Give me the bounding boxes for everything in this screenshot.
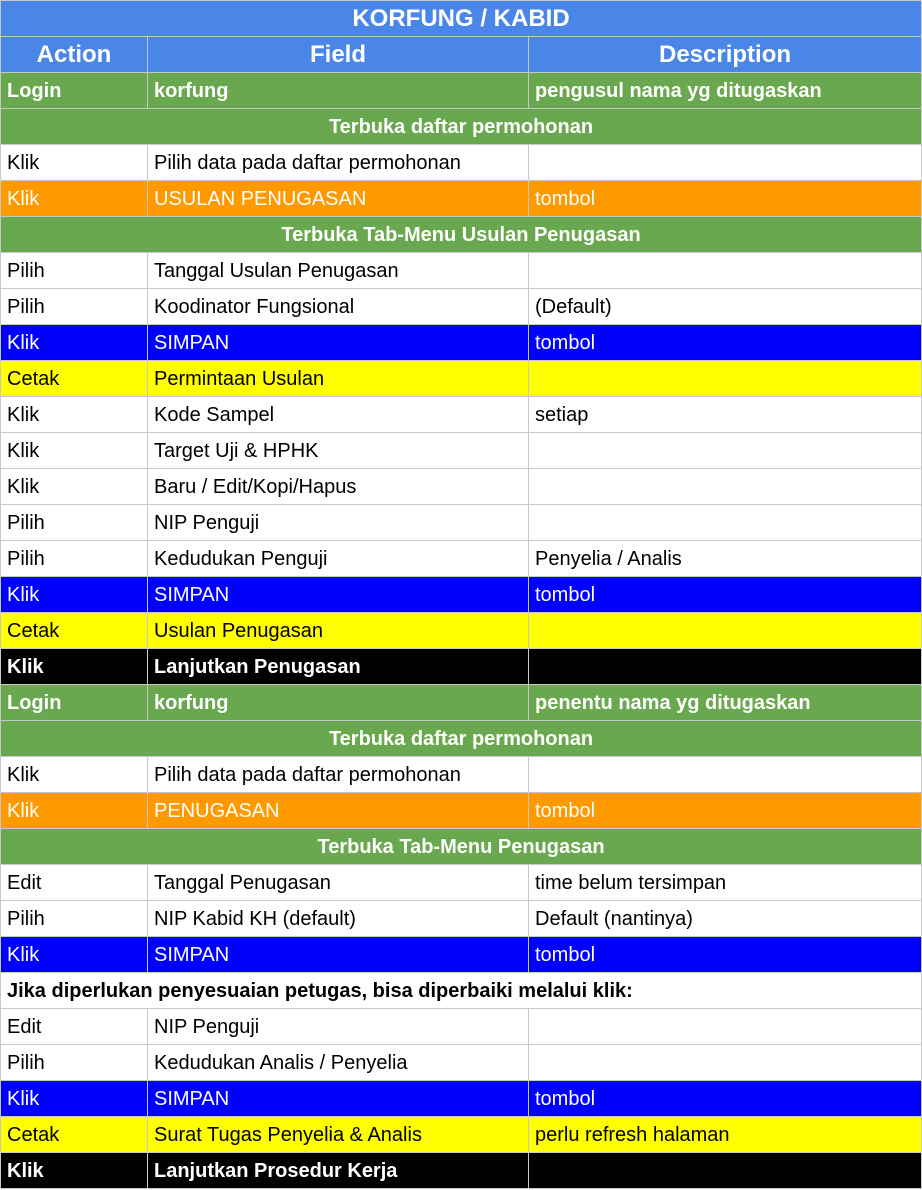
row-field-cell: Tanggal Usulan Penugasan: [148, 253, 529, 289]
column-header-action: Action: [1, 37, 148, 73]
row-action-cell: Klik: [1, 1081, 148, 1117]
row-description-cell: [529, 505, 922, 541]
row-field-cell: Kedudukan Analis / Penyelia: [148, 1045, 529, 1081]
row-field-cell: Koodinator Fungsional: [148, 289, 529, 325]
table-row: [1, 1117, 922, 1153]
row-field-cell: SIMPAN: [148, 937, 529, 973]
row-field-cell: NIP Kabid KH (default): [148, 901, 529, 937]
row-field-cell: SIMPAN: [148, 1081, 529, 1117]
row-description-cell: [529, 469, 922, 505]
table-row: [1, 1153, 922, 1189]
row-description-cell: [529, 613, 922, 649]
row-description-cell: penentu nama yg ditugaskan: [529, 685, 922, 721]
row-field-cell: Tanggal Penugasan: [148, 865, 529, 901]
table-row: [1, 469, 922, 505]
row-field-cell: SIMPAN: [148, 577, 529, 613]
row-description-cell: perlu refresh halaman: [529, 1117, 922, 1153]
row-field-cell: USULAN PENUGASAN: [148, 181, 529, 217]
section-heading: Terbuka Tab-Menu Usulan Penugasan: [1, 217, 922, 253]
row-description-cell: [529, 649, 922, 685]
row-action-cell: Pilih: [1, 289, 148, 325]
row-description-cell: [529, 253, 922, 289]
row-description-cell: tombol: [529, 325, 922, 361]
row-field-cell: Lanjutkan Prosedur Kerja: [148, 1153, 529, 1189]
table-row: [1, 397, 922, 433]
row-field-cell: Lanjutkan Penugasan: [148, 649, 529, 685]
row-description-cell: [529, 1009, 922, 1045]
section-heading: Terbuka daftar permohonan: [1, 721, 922, 757]
row-action-cell: Klik: [1, 433, 148, 469]
table-row: [1, 361, 922, 397]
row-description-cell: [529, 145, 922, 181]
table-row: [1, 901, 922, 937]
row-action-cell: Klik: [1, 145, 148, 181]
row-action-cell: Cetak: [1, 613, 148, 649]
row-action-cell: Klik: [1, 325, 148, 361]
column-header-field: Field: [148, 37, 529, 73]
section-heading: Terbuka daftar permohonan: [1, 109, 922, 145]
table-row: [1, 1081, 922, 1117]
row-action-cell: Cetak: [1, 1117, 148, 1153]
row-description-cell: [529, 1153, 922, 1189]
column-header-description: Description: [529, 37, 922, 73]
table-row: [1, 577, 922, 613]
row-action-cell: Klik: [1, 469, 148, 505]
note-row: [1, 973, 922, 1009]
table-title: KORFUNG / KABID: [1, 1, 922, 37]
row-action-cell: Klik: [1, 181, 148, 217]
row-action-cell: Klik: [1, 793, 148, 829]
table-row: [1, 685, 922, 721]
row-description-cell: setiap: [529, 397, 922, 433]
row-action-cell: Login: [1, 685, 148, 721]
row-action-cell: Klik: [1, 649, 148, 685]
row-field-cell: SIMPAN: [148, 325, 529, 361]
row-description-cell: tombol: [529, 937, 922, 973]
row-field-cell: PENUGASAN: [148, 793, 529, 829]
row-description-cell: [529, 1045, 922, 1081]
row-field-cell: Permintaan Usulan: [148, 361, 529, 397]
table-row: [1, 937, 922, 973]
column-header-row: [1, 37, 922, 73]
row-description-cell: tombol: [529, 577, 922, 613]
table-row: [1, 289, 922, 325]
row-description-cell: tombol: [529, 793, 922, 829]
row-action-cell: Edit: [1, 865, 148, 901]
table-row: [1, 541, 922, 577]
row-field-cell: Target Uji & HPHK: [148, 433, 529, 469]
row-description-cell: Penyelia / Analis: [529, 541, 922, 577]
row-description-cell: tombol: [529, 1081, 922, 1117]
table-row: [1, 181, 922, 217]
row-field-cell: Kode Sampel: [148, 397, 529, 433]
table-row: [1, 1009, 922, 1045]
section-heading-row: [1, 721, 922, 757]
table-row: [1, 757, 922, 793]
note-text: Jika diperlukan penyesuaian petugas, bisa diperbaiki melalui klik:: [1, 973, 922, 1009]
row-field-cell: NIP Penguji: [148, 1009, 529, 1045]
row-field-cell: Pilih data pada daftar permohonan: [148, 757, 529, 793]
row-field-cell: NIP Penguji: [148, 505, 529, 541]
row-action-cell: Klik: [1, 937, 148, 973]
row-field-cell: Kedudukan Penguji: [148, 541, 529, 577]
row-action-cell: Pilih: [1, 253, 148, 289]
table-row: [1, 145, 922, 181]
row-action-cell: Login: [1, 73, 148, 109]
row-action-cell: Klik: [1, 757, 148, 793]
row-action-cell: Edit: [1, 1009, 148, 1045]
table-row: [1, 865, 922, 901]
table-row: [1, 505, 922, 541]
row-action-cell: Klik: [1, 1153, 148, 1189]
row-description-cell: tombol: [529, 181, 922, 217]
table-row: [1, 433, 922, 469]
row-description-cell: pengusul nama yg ditugaskan: [529, 73, 922, 109]
table-row: [1, 613, 922, 649]
row-action-cell: Pilih: [1, 541, 148, 577]
row-action-cell: Klik: [1, 577, 148, 613]
row-description-cell: time belum tersimpan: [529, 865, 922, 901]
section-heading-row: [1, 109, 922, 145]
row-action-cell: Pilih: [1, 505, 148, 541]
table-row: [1, 325, 922, 361]
section-heading-row: [1, 217, 922, 253]
row-action-cell: Pilih: [1, 1045, 148, 1081]
row-field-cell: korfung: [148, 73, 529, 109]
row-description-cell: [529, 433, 922, 469]
row-field-cell: korfung: [148, 685, 529, 721]
row-description-cell: [529, 361, 922, 397]
table-row: [1, 253, 922, 289]
row-field-cell: Baru / Edit/Kopi/Hapus: [148, 469, 529, 505]
row-action-cell: Cetak: [1, 361, 148, 397]
row-action-cell: Pilih: [1, 901, 148, 937]
table-row: [1, 73, 922, 109]
section-heading: Terbuka Tab-Menu Penugasan: [1, 829, 922, 865]
table-title-row: [1, 1, 922, 37]
section-heading-row: [1, 829, 922, 865]
row-field-cell: Pilih data pada daftar permohonan: [148, 145, 529, 181]
row-description-cell: Default (nantinya): [529, 901, 922, 937]
table-row: [1, 649, 922, 685]
row-description-cell: [529, 757, 922, 793]
row-field-cell: Surat Tugas Penyelia & Analis: [148, 1117, 529, 1153]
row-action-cell: Klik: [1, 397, 148, 433]
table-row: [1, 1045, 922, 1081]
table-row: [1, 793, 922, 829]
row-field-cell: Usulan Penugasan: [148, 613, 529, 649]
row-description-cell: (Default): [529, 289, 922, 325]
